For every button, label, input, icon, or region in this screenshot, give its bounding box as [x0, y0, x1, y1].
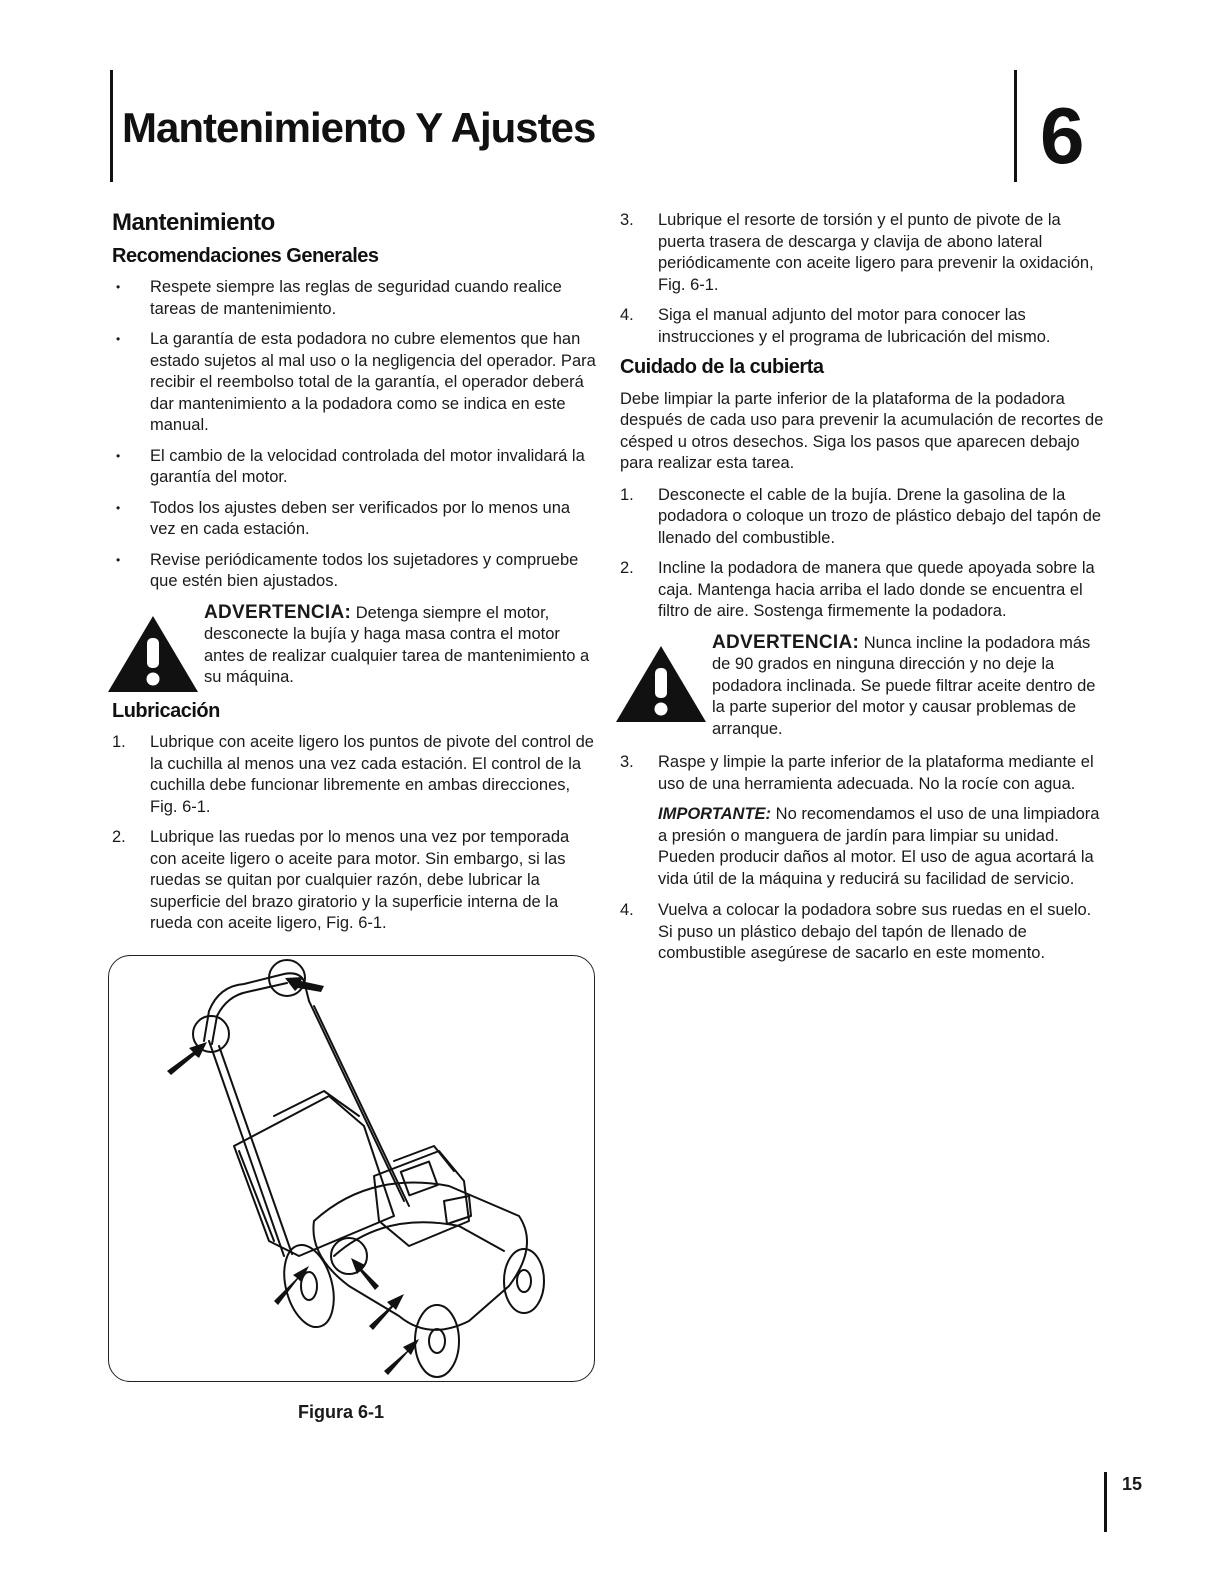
figure-caption: Figura 6-1: [298, 1402, 385, 1422]
bullet-icon: •: [116, 552, 121, 567]
list-item: • El cambio de la velocidad controlada del motor invalidará la garantía del motor.: [116, 446, 585, 486]
list-item: • Revise periódicamente todos los sujetadores y compruebe que estén bien ajustados.: [116, 550, 579, 590]
warning-label: ADVERTENCIA:: [712, 631, 860, 653]
important-label: IMPORTANTE:: [658, 805, 772, 823]
bullet-icon: •: [116, 448, 121, 463]
warning-box-tilt: [620, 632, 1110, 741]
list-item: 1. Lubrique con aceite ligero los puntos de pivote del control de la cuchilla al menos una vez cada estación. El control de la cuchilla debe funcionar libremente en ambas direcciones, Fig. 6-1.: [112, 733, 594, 816]
subsection-title-lubrication: Lubricación: [112, 699, 220, 722]
list-item: 2. Lubrique las ruedas por lo menos una vez por temporada con aceite ligero o aceite para motor. Sin embargo, si las ruedas se quitan por cualquier razón, debe lubricar la superficie del brazo giratorio y la superficie interna de la rueda con aceite ligero, Fig. 6-1.: [112, 828, 570, 932]
list-item: • Respete siempre las reglas de seguridad cuando realice tareas de mantenimiento.: [116, 278, 562, 318]
warning-triangle-icon: [106, 614, 200, 694]
bullet-icon: •: [116, 332, 121, 346]
page-number: 15: [1122, 1474, 1143, 1494]
figure-frame: [108, 955, 595, 1382]
list-item: 1. Desconecte el cable de la bujía. Drene la gasolina de la podadora o coloque un trozo de plástico debajo del tapón de llenado del combustible.: [620, 485, 1102, 547]
list-item: 4. Siga el manual adjunto del motor para conocer las instrucciones y el programa de lubricación del mismo.: [620, 306, 1051, 346]
header-rule-right: [1014, 70, 1017, 182]
important-note: [620, 804, 1110, 890]
lubrication-list-continued: [620, 210, 1110, 348]
list-item: 3. Lubrique el resorte de torsión y el punto de pivote de la puerta trasera de descarga y clavija de abono lateral periódicamente con aceite ligero para prevenir la oxidación, Fig. 6-1.: [620, 211, 1094, 294]
list-item: • La garantía de esta podadora no cubre elementos que han estado sujetos al mal uso o la negligencia del operador. Para recibir el reembolso total de la garantía, el operador deberá dar mantenimiento a la podadora como se indica en este manual.: [116, 330, 596, 434]
section-title-maintenance: Mantenimiento: [112, 209, 275, 236]
warning-label: ADVERTENCIA:: [204, 601, 352, 623]
header-rule-left: [110, 70, 113, 182]
deck-care-intro: Debe limpiar la parte inferior de la plataforma de la podadora después de cada uso para prevenir la acumulación de recortes de césped u otros desechos. Siga los pasos que aparecen debajo para realizar esta tarea.: [620, 389, 1104, 472]
subsection-title-general: Recomendaciones Generales: [112, 244, 379, 267]
page-number-rule: [1104, 1472, 1107, 1532]
bullet-icon: •: [116, 500, 121, 515]
chapter-title: Mantenimiento Y Ajustes: [122, 104, 596, 151]
deck-care-list-final: [620, 900, 1110, 965]
important-text: No recomendamos el uso de una limpiadora a presión o manguera de jardín para limpiar su unidad. Pueden producir daños al motor. El uso de agua acortará la vida útil de la máquina y reducirá su facilidad de servicio.: [658, 805, 1100, 888]
left-column: [112, 209, 597, 944]
list-item: 3. Raspe y limpie la parte inferior de la plataforma mediante el uso de una herramienta adecuada. No la rocíe con agua.: [620, 753, 1094, 793]
warning-text: Nunca incline la podadora más de 90 grados en ninguna dirección y no deje la podadora inclinada. Se puede filtrar aceite dentro de la parte superior del motor y causar problemas de arranque.: [712, 633, 1096, 738]
lawn-mower-illustration: [109, 956, 594, 1381]
list-item: • Todos los ajustes deben ser verificados por lo menos una vez en cada estación.: [116, 498, 571, 538]
bullet-icon: •: [116, 280, 121, 294]
warning-box-maintenance: [112, 602, 597, 689]
general-recommendations-list: [112, 277, 597, 593]
right-column: [620, 210, 1110, 974]
lubrication-list: [112, 732, 597, 935]
chapter-number: 6: [1040, 91, 1085, 180]
warning-text: Detenga siempre el motor, desconecte la bujía y haga masa contra el motor antes de realizar cualquier tarea de mantenimiento a su máquina.: [204, 603, 590, 686]
list-item: 2. Incline la podadora de manera que quede apoyada sobre la caja. Mantenga hacia arriba el lado donde se encuentra el filtro de aire. Sostenga firmemente la podadora.: [620, 559, 1095, 620]
deck-care-list-continued: [620, 752, 1110, 795]
deck-care-list: [620, 485, 1110, 623]
list-item: 4. Vuelva a colocar la podadora sobre sus ruedas en el suelo. Si puso un plástico debajo del tapón de llenado de combustible asegúrese de sacarlo en este momento.: [620, 901, 1092, 962]
subsection-title-deck-care: Cuidado de la cubierta: [620, 356, 824, 378]
warning-triangle-icon: [614, 644, 708, 724]
